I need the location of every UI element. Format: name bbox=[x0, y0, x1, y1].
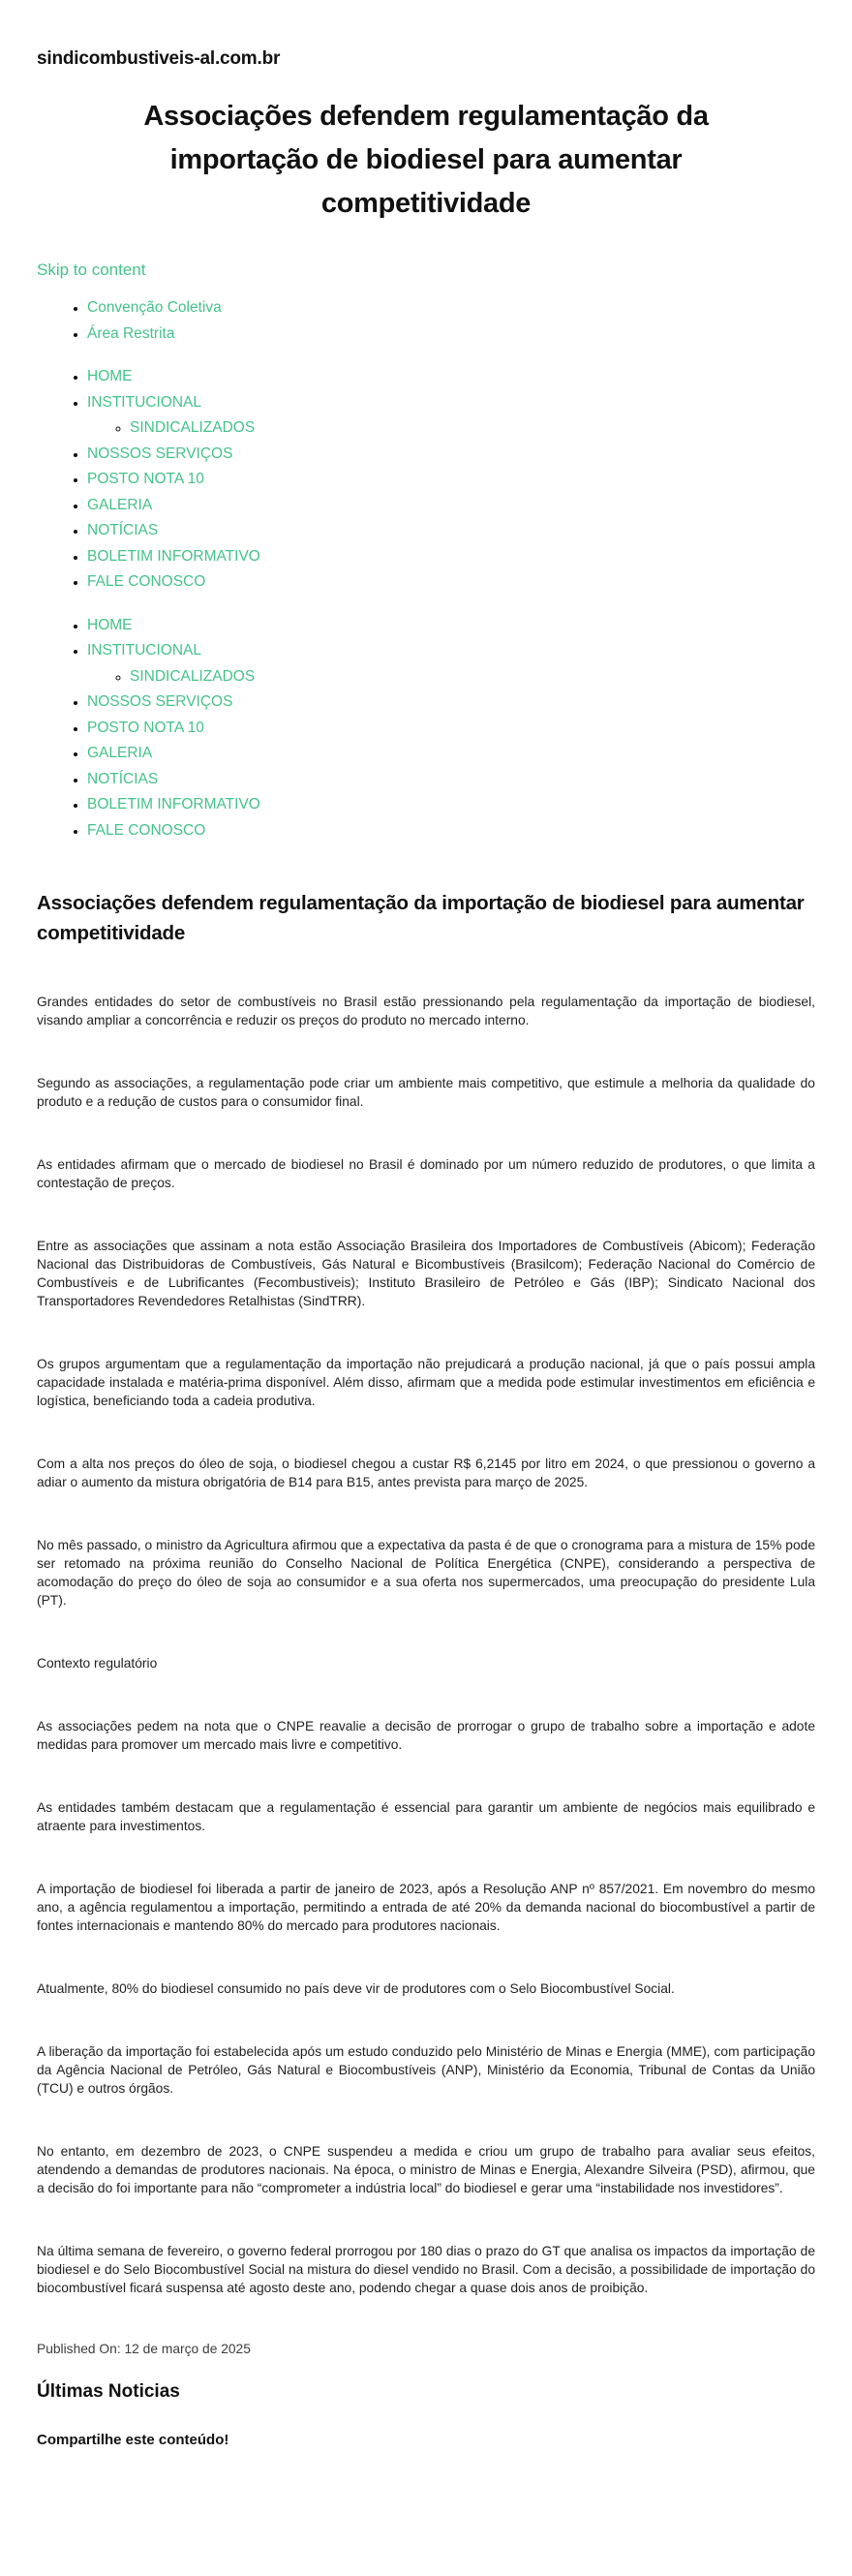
menu-item-institucional bbox=[87, 638, 815, 690]
primary-nav bbox=[37, 364, 815, 596]
article-paragraph: Grandes entidades do setor de combustíveis no Brasil estão pressionando pela regulamentação da importação de biodiesel, visando ampliar a concorrência e reduzir os preços do produto no mercado interno. bbox=[37, 995, 815, 1027]
menu-link-boletim-informativo[interactable]: BOLETIM INFORMATIVO bbox=[87, 547, 260, 565]
menu-link-convencao-coletiva[interactable]: Convenção Coletiva bbox=[87, 299, 222, 316]
article-paragraph: No entanto, em dezembro de 2023, o CNPE suspendeu a medida e criou um grupo de trabalho para avaliar seus efeitos, atendendo a demandas de produtores nacionais. Na época, o ministro de Minas e Energia, Alexandre Silveira (PSD), afirmou, que a decisão do foi importante para não “comprometer a indústria local” do biodiesel e gerar uma “instabilidade nos investidores”. bbox=[37, 2144, 815, 2195]
article-paragraph: Na última semana de fevereiro, o governo federal prorrogou por 180 dias o prazo do GT que analisa os impactos da importação de biodiesel e do Selo Biocombustível Social na mistura do diesel vendido no Brasil. Com a decisão, a possibilidade de importação do biocombustível ficará suspensa até agosto deste ano, podendo chegar a quase dois anos de proibição. bbox=[37, 2244, 815, 2295]
menu-link-nossos-servicos[interactable]: NOSSOS SERVIÇOS bbox=[87, 445, 233, 462]
menu-item-fale-conosco bbox=[87, 818, 815, 844]
article-heading: Associações defendem regulamentação da importação de biodiesel para aumentar competitividade bbox=[37, 892, 805, 944]
menu-item-nossos-servicos bbox=[87, 442, 815, 468]
primary-menu-duplicate bbox=[37, 613, 815, 844]
menu-link-institucional[interactable]: INSTITUCIONAL bbox=[87, 642, 201, 659]
menu-link-galeria[interactable]: GALERIA bbox=[87, 496, 153, 513]
secondary-nav bbox=[37, 295, 815, 347]
institucional-submenu bbox=[87, 415, 815, 442]
menu-item-boletim-informativo bbox=[87, 544, 815, 570]
menu-item-posto-nota-10 bbox=[87, 716, 815, 742]
menu-link-noticias[interactable]: NOTÍCIAS bbox=[87, 522, 159, 538]
menu-link-area-restrita[interactable]: Área Restrita bbox=[87, 324, 175, 342]
menu-item-fale-conosco bbox=[87, 569, 815, 596]
article-paragraph: A importação de biodiesel foi liberada a partir de janeiro de 2023, após a Resolução ANP nº 857/2021. Em novembro do mesmo ano, a agência regulamentou a importação, permitindo a entrada de até 20% da demanda nacional do biocombustível a partir de fontes internacionais e mantendo 80% do mercado para produtores nacionais. bbox=[37, 1882, 815, 1933]
primary-menu bbox=[37, 364, 815, 596]
article-paragraph: Os grupos argumentam que a regulamentação da importação não prejudicará a produção nacional, já que o país possui ampla capacidade instalada e matéria-prima disponível. Além disso, afirmam que a medida pode estimular investimentos em eficiência e logística, beneficiando toda a cadeia produtiva. bbox=[37, 1357, 815, 1408]
menu-link-posto-nota-10[interactable]: POSTO NOTA 10 bbox=[87, 719, 204, 736]
published-date: Published On: 12 de março de 2025 bbox=[37, 2342, 251, 2356]
menu-item-boletim-informativo bbox=[87, 792, 815, 818]
menu-item-sindicalizados bbox=[130, 415, 815, 442]
article-paragraph: A liberação da importação foi estabelecida após um estudo conduzido pelo Ministério de Minas e Energia (MME), com participação da Agência Nacional de Petróleo, Gás Natural e Biocombustíveis (ANP), Ministério da Economia, Tribunal de Contas da União (TCU) e outros órgãos. bbox=[37, 2044, 815, 2096]
menu-item-galeria bbox=[87, 741, 815, 767]
article-paragraph: As entidades afirmam que o mercado de biodiesel no Brasil é dominado por um número reduzido de produtores, o que limita a contestação de preços. bbox=[37, 1157, 815, 1190]
menu-item-sindicalizados bbox=[130, 664, 815, 690]
menu-item-posto-nota-10 bbox=[87, 467, 815, 493]
menu-link-fale-conosco[interactable]: FALE CONOSCO bbox=[87, 821, 206, 839]
article-paragraph: Com a alta nos preços do óleo de soja, o biodiesel chegou a custar R$ 6,2145 por litro em 2024, o que pressionou o governo a adiar o aumento da mistura obrigatória de B14 para B15, antes prevista para março de 2025. bbox=[37, 1457, 815, 1489]
menu-link-home[interactable]: HOME bbox=[87, 616, 133, 633]
article-paragraph: As entidades também destacam que a regulamentação é essencial para garantir um ambiente de negócios mais equilibrado e atraente para investimentos. bbox=[37, 1800, 815, 1833]
secondary-menu bbox=[37, 295, 815, 347]
menu-item-noticias bbox=[87, 767, 815, 793]
menu-link-posto-nota-10[interactable]: POSTO NOTA 10 bbox=[87, 471, 204, 487]
institucional-submenu bbox=[87, 664, 815, 690]
article-paragraph: Atualmente, 80% do biodiesel consumido no país deve vir de produtores com o Selo Biocombustível Social. bbox=[37, 1981, 675, 1996]
latest-news-heading: Últimas Noticias bbox=[37, 2381, 180, 2402]
article-paragraph-context-heading: Contexto regulatório bbox=[37, 1656, 158, 1671]
primary-nav-duplicate bbox=[37, 613, 815, 844]
article-body bbox=[37, 993, 815, 2297]
menu-link-noticias[interactable]: NOTÍCIAS bbox=[87, 770, 159, 787]
menu-item-galeria bbox=[87, 493, 815, 519]
article-paragraph: Entre as associações que assinam a nota estão Associação Brasileira dos Importadores de Combustíveis (Abicom); Federação Nacional das Distribuidoras de Combustíveis, Gás Natural e Bicombustíveis (Brasilcom); Federação Nacional do Comércio de Combustíveis e de Lubrificantes (Fecombustiveis); Instituto Brasileiro de Petróleo e Gás (IBP); Sindicato Nacional dos Transportadores Revendedores Retalhistas (SindTRR). bbox=[37, 1239, 815, 1308]
menu-item-nossos-servicos bbox=[87, 690, 815, 716]
menu-link-nossos-servicos[interactable]: NOSSOS SERVIÇOS bbox=[87, 693, 233, 710]
page-title: Associações defendem regulamentação da importação de biodiesel para aumentar competitividade bbox=[143, 101, 709, 219]
menu-link-boletim-informativo[interactable]: BOLETIM INFORMATIVO bbox=[87, 796, 260, 813]
share-prompt: Compartilhe este conteúdo! bbox=[37, 2432, 229, 2448]
menu-link-home[interactable]: HOME bbox=[87, 368, 133, 384]
menu-link-fale-conosco[interactable]: FALE CONOSCO bbox=[87, 573, 206, 590]
menu-item-convencao-coletiva bbox=[87, 295, 815, 322]
article-paragraph: Segundo as associações, a regulamentação pode criar um ambiente mais competitivo, que estimule a melhoria da qualidade do produto e a redução de custos para o consumidor final. bbox=[37, 1076, 815, 1109]
menu-item-noticias bbox=[87, 518, 815, 544]
menu-item-area-restrita bbox=[87, 322, 815, 348]
skip-to-content-link[interactable]: Skip to content bbox=[37, 261, 146, 279]
menu-link-sindicalizados[interactable]: SINDICALIZADOS bbox=[130, 667, 256, 685]
menu-link-sindicalizados[interactable]: SINDICALIZADOS bbox=[130, 419, 256, 436]
article-paragraph: As associações pedem na nota que o CNPE reavalie a decisão de prorrogar o grupo de trabalho sobre a importação e adote medidas para promover um mercado mais livre e competitivo. bbox=[37, 1719, 815, 1752]
menu-item-institucional bbox=[87, 390, 815, 442]
menu-item-home bbox=[87, 364, 815, 390]
menu-link-institucional[interactable]: INSTITUCIONAL bbox=[87, 393, 201, 411]
article-paragraph: No mês passado, o ministro da Agricultura afirmou que a expectativa da pasta é de que o cronograma para a mistura de 15% pode ser retomado na próxima reunião do Conselho Nacional de Política Energética (CNPE), considerando a perspectiva de acomodação do preço do óleo de soja ao consumidor e a sua oferta nos supermercados, uma preocupação do presidente Lula (PT). bbox=[37, 1538, 815, 1608]
menu-item-home bbox=[87, 613, 815, 639]
menu-link-galeria[interactable]: GALERIA bbox=[87, 745, 153, 761]
site-domain: sindicombustiveis-al.com.br bbox=[37, 48, 281, 69]
